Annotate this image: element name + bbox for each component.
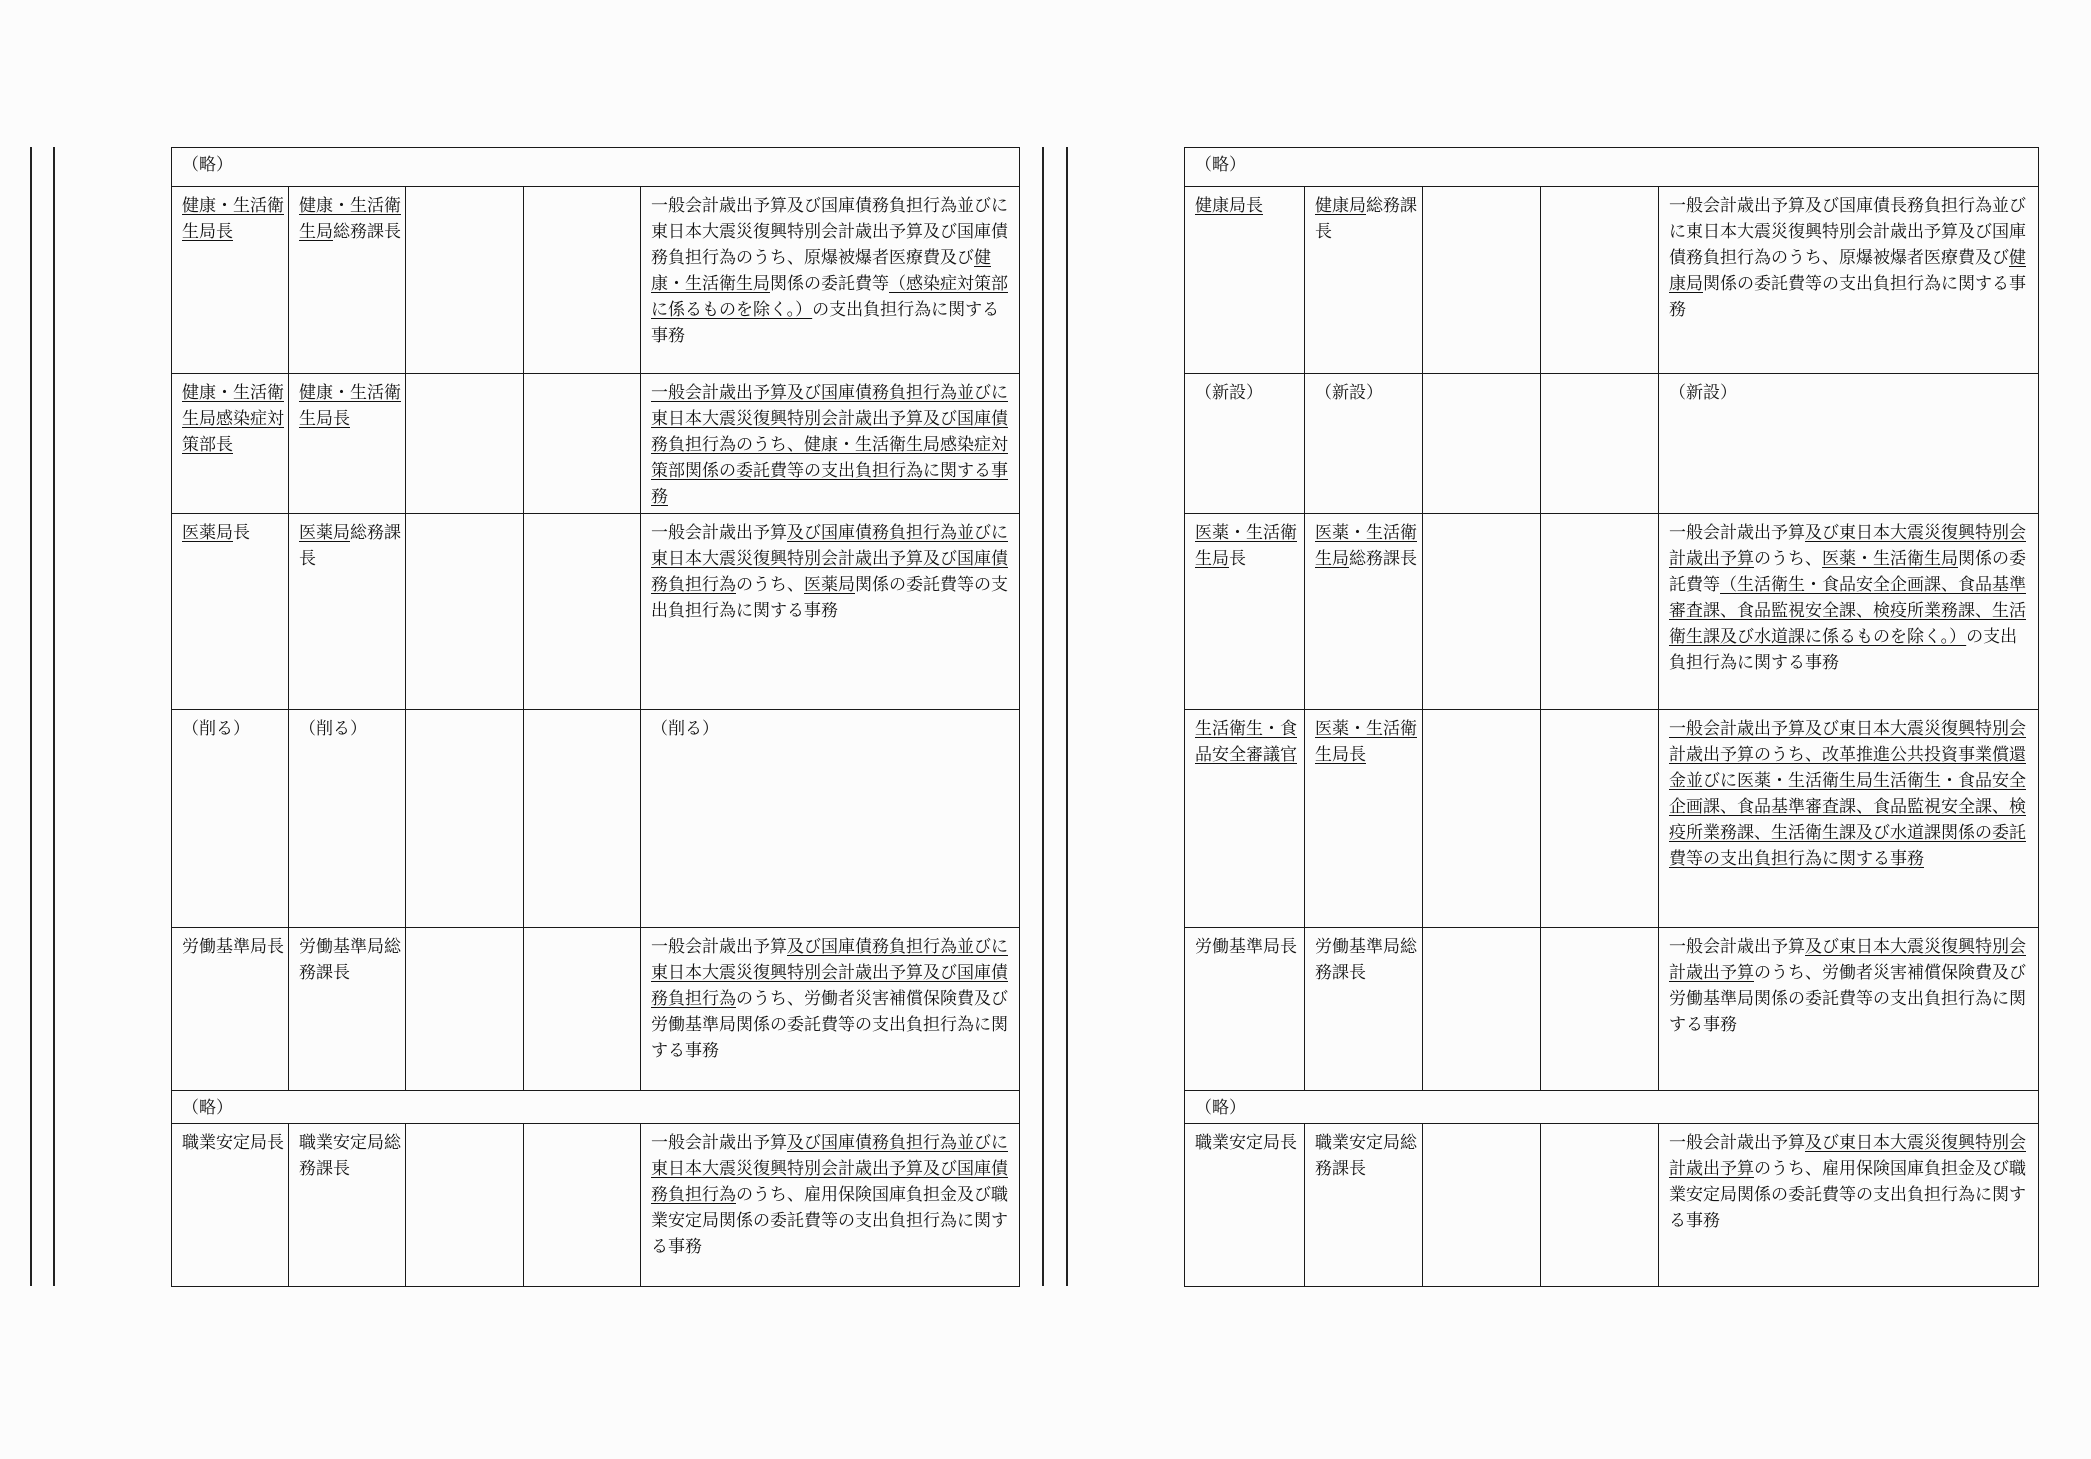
official-title-cell (172, 514, 289, 710)
blank-cell (1423, 514, 1541, 710)
delegate-title-cell (1305, 710, 1423, 928)
amended-text: 及び東日本大震災復興特別会計歳出予算 (1669, 937, 2026, 983)
omitted-row (172, 1091, 1020, 1124)
text-segment: （削る） (182, 719, 250, 739)
blank-cell (524, 1124, 641, 1287)
text-segment: （新設） (1315, 383, 1383, 403)
text-segment: 職業安定局総務課長 (1315, 1133, 1417, 1179)
duty-description-cell (1659, 1124, 2039, 1287)
delegate-title-cell (1305, 514, 1423, 710)
delegate-title-cell (289, 374, 406, 514)
blank-cell (524, 374, 641, 514)
amended-text: 医薬局 (182, 523, 233, 543)
amended-text: 健康・生活衛生局長 (182, 196, 284, 242)
text-segment: （新設） (1195, 383, 1263, 403)
amended-text: 一般会計歳出予算及び東日本大震災復興特別会計歳出予算のうち、改革推進公共投資事業償還金並びに医薬・生活衛生局生活衛生・食品安全企画課、食品基準審査課、食品監視安全課、検疫所業務課、生活衛生課及び水道課関係の委託費等の支出負担行為に関する事務 (1669, 719, 2026, 869)
text-segment: 総務課長 (1349, 549, 1417, 569)
amended-text: 医薬・生活衛生局 (1315, 523, 1417, 569)
table-row (1185, 514, 2039, 710)
amended-text: 健康局 (1315, 196, 1366, 216)
amended-text: 健康・生活衛生局 (651, 248, 991, 294)
text-segment: 職業安定局総務課長 (299, 1133, 401, 1179)
amended-text: 健康・生活衛生局 (299, 196, 401, 242)
duty-description-cell (641, 187, 1020, 374)
omitted-row (172, 148, 1020, 187)
text-segment: 一般会計歳出予算及び国庫債長務負担行為並びに東日本大震災復興特別会計歳出予算及び国庫債務負担行為のうち、原爆被爆者医療費及び (1669, 196, 2026, 268)
amended-text: 医薬・生活衛生局 (1195, 523, 1297, 569)
text-segment: 総務課長 (1315, 196, 1417, 242)
text-segment: （削る） (651, 719, 719, 739)
text-segment: 一般会計歳出予算及び国庫債務負担行為並びに東日本大震災復興特別会計歳出予算及び国庫債務負担行為のうち、原爆被爆者医療費及び (651, 196, 1008, 268)
text-segment: 一般会計歳出予算 (1669, 523, 1805, 543)
text-segment: 関係の委託費等の支出負担行為に関する事務 (1669, 274, 2026, 320)
omitted-row (1185, 148, 2039, 187)
blank-cell (524, 928, 641, 1091)
text-segment: 長 (1229, 549, 1246, 569)
official-title-cell (1185, 710, 1305, 928)
text-segment: 一般会計歳出予算 (651, 1133, 787, 1153)
official-title-cell (1185, 928, 1305, 1091)
text-segment: （削る） (299, 719, 367, 739)
amended-text: 及び国庫債務負担行為並びに東日本大震災復興特別会計歳出予算及び国庫債務負担行為 (651, 523, 1008, 595)
text-segment: 一般会計歳出予算 (1669, 1133, 1805, 1153)
amended-text: （生活衛生・食品安全企画課、食品基準審査課、食品監視安全課、検疫所業務課、生活衛生課及び水道課に係るものを除く。） (1669, 575, 2026, 647)
duty-description-cell (641, 710, 1020, 928)
table-row (172, 514, 1020, 710)
amended-text: 健康局 (1669, 248, 2026, 294)
amended-text: 医薬・生活衛生局長 (1315, 719, 1417, 765)
text-segment: のうち、雇用保険国庫負担金及び職業安定局関係の委託費等の支出負担行為に関する事務 (1669, 1159, 2026, 1231)
duty-description-cell (641, 374, 1020, 514)
duty-description-cell (641, 1124, 1020, 1287)
delegate-title-cell (1305, 928, 1423, 1091)
omitted-note: （略） (1185, 1091, 2039, 1124)
delegate-title-cell (289, 514, 406, 710)
delegate-title-cell (1305, 1124, 1423, 1287)
amended-text: 及び国庫債務負担行為並びに東日本大震災復興特別会計歳出予算及び国庫債務負担行為 (651, 937, 1008, 1009)
blank-cell (1423, 374, 1541, 514)
amended-text: 及び国庫債務負担行為並びに東日本大震災復興特別会計歳出予算及び国庫債務負担行為 (651, 1133, 1008, 1205)
page-margin-line (30, 147, 32, 1286)
blank-cell (1541, 514, 1659, 710)
text-segment: （新設） (1669, 383, 1737, 403)
delegate-title-cell (1305, 187, 1423, 374)
amended-text: 及び東日本大震災復興特別会計歳出予算 (1669, 1133, 2026, 1179)
blank-cell (406, 187, 524, 374)
delegate-title-cell (289, 187, 406, 374)
blank-cell (1541, 374, 1659, 514)
blank-cell (406, 374, 524, 514)
text-segment: 関係の委託費等 (770, 274, 889, 294)
text-segment: のうち、雇用保険国庫負担金及び職業安定局関係の委託費等の支出負担行為に関する事務 (651, 1185, 1008, 1257)
table-row (1185, 187, 2039, 374)
text-segment: 労働基準局総務課長 (1315, 937, 1417, 983)
text-segment: 一般会計歳出予算 (651, 937, 787, 957)
table-row (1185, 374, 2039, 514)
amended-text: 健康・生活衛生局感染症対策部長 (182, 383, 284, 455)
blank-cell (406, 928, 524, 1091)
text-segment: 労働基準局長 (1195, 937, 1297, 957)
text-segment: 関係の委託費等 (1669, 549, 2026, 595)
blank-cell (1541, 710, 1659, 928)
text-segment: のうち、 (736, 575, 804, 595)
blank-cell (406, 514, 524, 710)
official-title-cell (1185, 1124, 1305, 1287)
blank-cell (406, 710, 524, 928)
text-segment: のうち、労働者災害補償保険費及び労働基準局関係の委託費等の支出負担行為に関する事務 (651, 989, 1008, 1061)
duty-description-cell (1659, 374, 2039, 514)
official-title-cell (172, 1124, 289, 1287)
amended-text: 医薬局 (299, 523, 350, 543)
official-title-cell (172, 187, 289, 374)
revised-provisions-table (171, 147, 1020, 1287)
amended-text: 一般会計歳出予算及び国庫債務負担行為並びに東日本大震災復興特別会計歳出予算及び国庫債務負担行為のうち、健康・生活衛生局感染症対策部関係の委託費等の支出負担行為に関する事務 (651, 383, 1008, 507)
table-row (1185, 1124, 2039, 1287)
page-margin-line (53, 147, 55, 1286)
blank-cell (1541, 187, 1659, 374)
duty-description-cell (1659, 514, 2039, 710)
page-divider-line (1066, 147, 1068, 1286)
omitted-note: （略） (172, 148, 1020, 187)
amended-text: （感染症対策部に係るものを除く。） (651, 274, 1008, 320)
official-title-cell (1185, 374, 1305, 514)
official-title-cell (172, 928, 289, 1091)
text-segment: の支出負担行為に関する事務 (651, 300, 1000, 346)
blank-cell (524, 710, 641, 928)
amended-text: 医薬・生活衛生局 (1822, 549, 1958, 569)
text-segment: のうち、 (1754, 549, 1822, 569)
blank-cell (1541, 1124, 1659, 1287)
blank-cell (1423, 928, 1541, 1091)
table-row (172, 1124, 1020, 1287)
blank-cell (406, 1124, 524, 1287)
table-row (172, 374, 1020, 514)
table-row (172, 928, 1020, 1091)
text-segment: 職業安定局長 (182, 1133, 284, 1153)
blank-cell (524, 187, 641, 374)
amended-text: 及び東日本大震災復興特別会計歳出予算 (1669, 523, 2026, 569)
text-segment: のうち、労働者災害補償保険費及び労働基準局関係の委託費等の支出負担行為に関する事務 (1669, 963, 2026, 1035)
text-segment: 総務課長 (299, 523, 401, 569)
duty-description-cell (1659, 710, 2039, 928)
blank-cell (1541, 928, 1659, 1091)
delegate-title-cell (1305, 374, 1423, 514)
text-segment: 総務課長 (333, 222, 401, 242)
text-segment: の支出負担行為に関する事務 (1669, 627, 2018, 673)
text-segment: 職業安定局長 (1195, 1133, 1297, 1153)
table-row (172, 187, 1020, 374)
text-segment: 一般会計歳出予算 (1669, 937, 1805, 957)
official-title-cell (172, 710, 289, 928)
duty-description-cell (641, 514, 1020, 710)
amended-text: 医薬局 (804, 575, 855, 595)
duty-description-cell (1659, 928, 2039, 1091)
table-row (1185, 710, 2039, 928)
page-divider-line (1042, 147, 1044, 1286)
amended-text: 健康局長 (1195, 196, 1263, 216)
blank-cell (1423, 710, 1541, 928)
delegate-title-cell (289, 928, 406, 1091)
table-row (172, 710, 1020, 928)
official-title-cell (1185, 514, 1305, 710)
delegate-title-cell (289, 710, 406, 928)
text-segment: 一般会計歳出予算 (651, 523, 787, 543)
amended-text: 生活衛生・食品安全審議官 (1195, 719, 1297, 765)
duty-description-cell (641, 928, 1020, 1091)
omitted-note: （略） (172, 1091, 1020, 1124)
omitted-row (1185, 1091, 2039, 1124)
duty-description-cell (1659, 187, 2039, 374)
delegate-title-cell (289, 1124, 406, 1287)
official-title-cell (172, 374, 289, 514)
current-provisions-table (1184, 147, 2039, 1287)
text-segment: 長 (233, 523, 250, 543)
text-segment: 労働基準局総務課長 (299, 937, 401, 983)
blank-cell (1423, 1124, 1541, 1287)
text-segment: 関係の委託費等の支出負担行為に関する事務 (651, 575, 1008, 621)
amended-text: 健康・生活衛生局長 (299, 383, 401, 429)
table-row (1185, 928, 2039, 1091)
omitted-note: （略） (1185, 148, 2039, 187)
blank-cell (524, 514, 641, 710)
text-segment: 労働基準局長 (182, 937, 284, 957)
blank-cell (1423, 187, 1541, 374)
official-title-cell (1185, 187, 1305, 374)
